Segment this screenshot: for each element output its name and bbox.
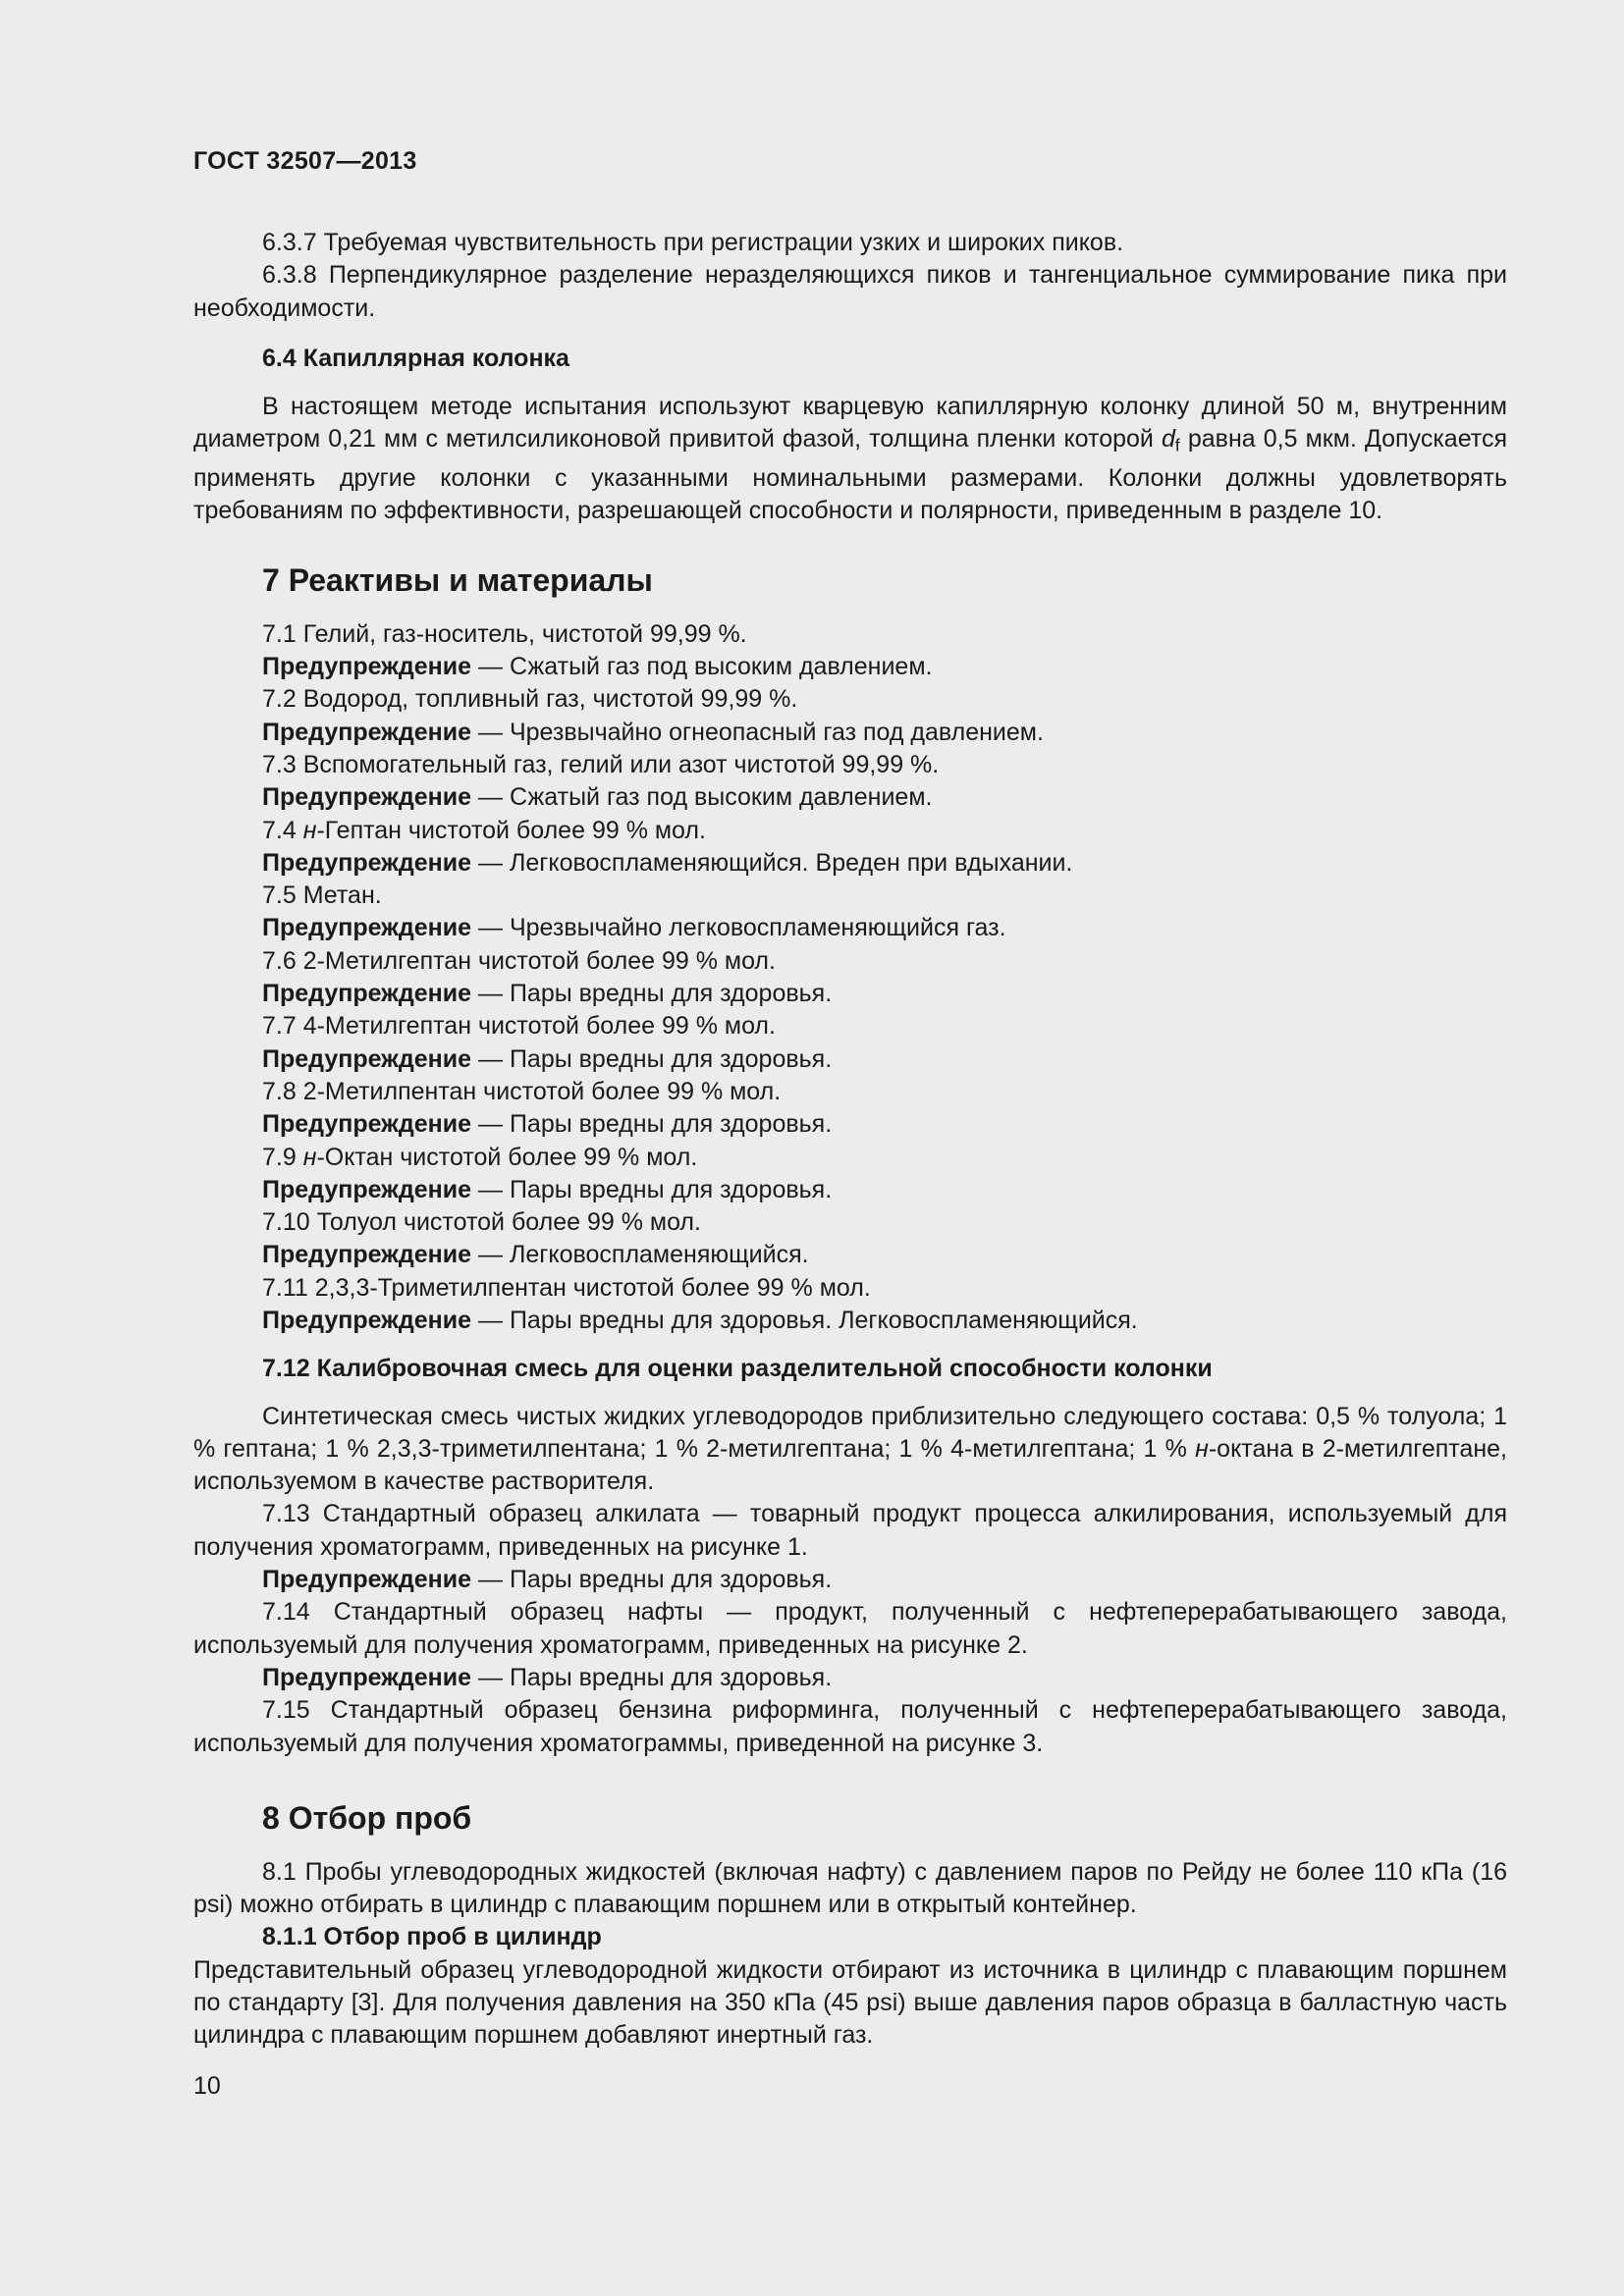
- var-f: f: [1174, 435, 1180, 455]
- warning-7-8: [193, 1108, 1507, 1141]
- warning-label: Предупреждение: [262, 1241, 472, 1269]
- item-7-14: 7.14 Стандартный образец нафты — продукт, полученный с нефтеперерабатывающего завода, используемый для получения хроматограмм, приведенных на рисунке 2.: [193, 1598, 1507, 1659]
- italic-n: н: [302, 816, 317, 844]
- paragraph-8-1-1: Представительный образец углеводородной жидкости отбирают из источника в цилиндр с плавающим поршнем по стандарту [3]. Для получения давления на 350 кПа (45 psi) выше давления паров образца в балластную часть цилиндра с плавающим поршнем добавляют инертный газ.: [193, 1955, 1507, 2050]
- paragraph-6-4: [193, 391, 1507, 528]
- warning-7-13: [193, 1564, 1507, 1596]
- warning-7-5: [193, 912, 1507, 944]
- warning-7-3: [193, 781, 1507, 814]
- warning-7-4: [193, 847, 1507, 880]
- subsection-heading-6-4: 6.4 Капиллярная колонка: [262, 344, 569, 372]
- warning-label: Предупреждение: [262, 783, 472, 812]
- text-part: -Гептан чистотой более 99 % мол.: [316, 816, 706, 844]
- item-7-1: 7.1 Гелий, газ-носитель, чистотой 99,99 %.: [262, 619, 747, 648]
- warning-text: — Пары вредны для здоровья.: [478, 1110, 833, 1139]
- warning-text: — Пары вредны для здоровья.: [478, 980, 833, 1008]
- page-number: 10: [193, 2072, 221, 2100]
- warning-text: — Пары вредны для здоровья.: [478, 1175, 833, 1203]
- warning-label: Предупреждение: [262, 1306, 472, 1334]
- item-7-2: 7.2 Водород, топливный газ, чистотой 99,99 %.: [262, 685, 798, 714]
- item-7-5: 7.5 Метан.: [262, 881, 382, 910]
- warning-text: — Пары вредны для здоровья.: [478, 1663, 833, 1691]
- warning-label: Предупреждение: [262, 1110, 472, 1139]
- warning-7-6: [193, 978, 1507, 1010]
- warning-text: — Пары вредны для здоровья. Легковоспламеняющийся.: [478, 1306, 1138, 1334]
- warning-text: — Чрезвычайно легковоспламеняющийся газ.: [478, 914, 1006, 942]
- warning-label: Предупреждение: [262, 1663, 472, 1691]
- warning-text: — Чрезвычайно огнеопасный газ под давлением.: [478, 718, 1044, 746]
- warning-label: Предупреждение: [262, 980, 472, 1008]
- item-7-11: 7.11 2,3,3-Триметилпентан чистотой более 99 % мол.: [262, 1273, 871, 1302]
- paragraph-7-12: [193, 1401, 1507, 1499]
- warning-text: — Легковоспламеняющийся. Вреден при вдыхании.: [478, 848, 1073, 877]
- warning-7-7: [193, 1043, 1507, 1076]
- warning-label: Предупреждение: [262, 718, 472, 746]
- paragraph-6-3-8: 6.3.8 Перпендикулярное разделение неразделяющихся пиков и тангенциальное суммирование пика при необходимости.: [193, 261, 1507, 322]
- item-7-6: 7.6 2-Метилгептан чистотой более 99 % мол.: [262, 946, 776, 975]
- warning-7-9: [193, 1174, 1507, 1206]
- warning-7-1: [193, 651, 1507, 683]
- text-part: 7.4: [262, 816, 303, 844]
- text-part: Синтетическая смесь чистых жидких углеводородов приблизительно следующего состава: 0,5 % толуола; 1 % гептана; 1 % 2,3,3-триметилпентана; 1 % 2-метилгептана; 1 % 4-метилгептана; 1 %: [193, 1402, 1507, 1463]
- document-header: ГОСТ 32507—2013: [193, 147, 417, 175]
- var-d: d: [1161, 425, 1175, 454]
- item-7-15: 7.15 Стандартный образец бензина риформинга, полученный с нефтеперерабатывающего завода, используемый для получения хроматограммы, приведенной на рисунке 3.: [193, 1696, 1507, 1757]
- item-7-13: 7.13 Стандартный образец алкилата — товарный продукт процесса алкилирования, используемый для получения хроматограмм, приведенных на рисунке 1.: [193, 1500, 1507, 1561]
- warning-text: — Сжатый газ под высоким давлением.: [478, 783, 933, 812]
- item-7-7: 7.7 4-Метилгептан чистотой более 99 % мол.: [262, 1012, 776, 1041]
- warning-text: — Пары вредны для здоровья.: [478, 1566, 833, 1594]
- italic-n: н: [1195, 1434, 1209, 1463]
- warning-label: Предупреждение: [262, 653, 472, 681]
- page-content: [193, 227, 1507, 2053]
- section-heading-8: 8 Отбор проб: [262, 1799, 472, 1836]
- paragraph-8-1: 8.1 Пробы углеводородных жидкостей (включая нафту) с давлением паров по Рейду не более 110 кПа (16 psi) можно отбирать в цилиндр с плавающим поршнем или в открытый контейнер.: [193, 1857, 1507, 1919]
- item-7-8: 7.8 2-Метилпентан чистотой более 99 % мол.: [262, 1077, 782, 1105]
- warning-text: — Легковоспламеняющийся.: [478, 1241, 809, 1269]
- text-part: равна 0,5 мкм. Допускается применять другие колонки с указанными номинальными размерами. Колонки должны удовлетворять требованиям по эффективности, разрешающей способности и полярности, приведенным в разделе 10.: [193, 425, 1507, 525]
- text-part: -Октан чистотой более 99 % мол.: [316, 1143, 698, 1171]
- warning-7-11: [193, 1305, 1507, 1337]
- section-heading-7: 7 Реактивы и материалы: [262, 561, 653, 598]
- warning-label: Предупреждение: [262, 1044, 472, 1073]
- item-7-4: [193, 815, 1507, 847]
- subsection-heading-7-12: 7.12 Калибровочная смесь для оценки разделительной способности колонки: [262, 1355, 1213, 1383]
- warning-label: Предупреждение: [262, 1175, 472, 1203]
- warning-text: — Пары вредны для здоровья.: [478, 1044, 833, 1073]
- paragraph-6-3-7: 6.3.7 Требуемая чувствительность при регистрации узких и широких пиков.: [262, 229, 1124, 256]
- item-7-3: 7.3 Вспомогательный газ, гелий или азот чистотой 99,99 %.: [262, 750, 940, 778]
- italic-n: н: [302, 1143, 317, 1171]
- warning-7-2: [193, 717, 1507, 749]
- text-part: В настоящем методе испытания используют кварцевую капиллярную колонку длиной 50 м, внутренним диаметром 0,21 мм с метилсиликоновой привитой фазой, толщина пленки которой: [193, 393, 1507, 454]
- warning-label: Предупреждение: [262, 914, 472, 942]
- warning-text: — Сжатый газ под высоким давлением.: [478, 653, 933, 681]
- item-7-10: 7.10 Толуол чистотой более 99 % мол.: [262, 1208, 701, 1237]
- warning-label: Предупреждение: [262, 848, 472, 877]
- item-7-9: [193, 1142, 1507, 1174]
- warning-7-10: [193, 1239, 1507, 1271]
- subsection-heading-8-1-1: 8.1.1 Отбор проб в цилиндр: [262, 1923, 602, 1951]
- text-part: -октана в 2-метилгептане, используемом в качестве растворителя.: [193, 1434, 1507, 1496]
- warning-7-14: [193, 1662, 1507, 1694]
- text-part: 7.9: [262, 1143, 303, 1171]
- warning-label: Предупреждение: [262, 1566, 472, 1594]
